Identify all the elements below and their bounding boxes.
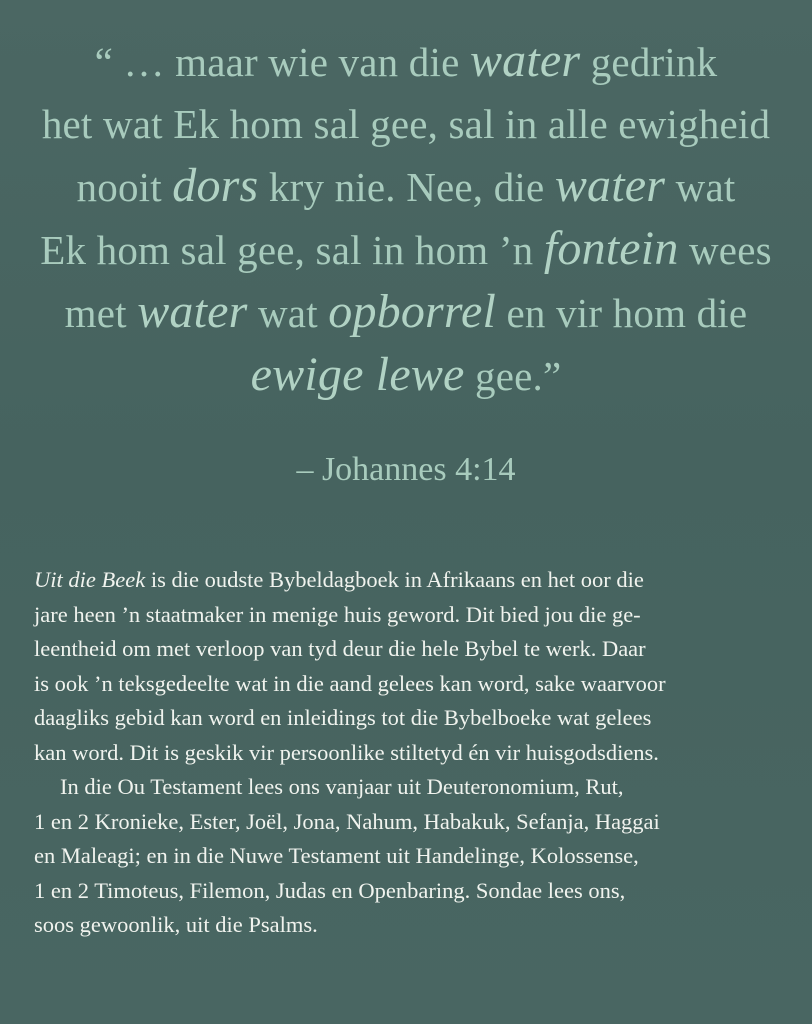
paragraph-line: In die Ou Testament lees ons vanjaar uit Deuteronomium, Rut, xyxy=(60,774,624,799)
quote-line xyxy=(0,155,812,218)
quote-text: met xyxy=(64,290,138,336)
scripture-quote xyxy=(0,30,812,407)
quote-emphasis: water xyxy=(554,159,666,212)
quote-text: wat xyxy=(665,164,736,210)
book-title: Uit die Beek xyxy=(34,567,146,592)
quote-emphasis: water xyxy=(469,34,581,87)
quote-line xyxy=(0,93,812,155)
paragraph-line: jare heen ’n staatmaker in menige huis geword. Dit bied jou die ge- xyxy=(34,601,641,627)
paragraph-line: daagliks gebid kan word en inleidings tot die Bybelboeke wat gelees xyxy=(34,705,652,730)
quote-line xyxy=(0,281,812,344)
paragraph-line: 1 en 2 Kronieke, Ester, Joël, Jona, Nahum, Habakuk, Sefanja, Haggai xyxy=(34,808,660,834)
quote-emphasis: water xyxy=(137,285,248,338)
quote-line xyxy=(0,218,812,281)
paragraph-line: soos gewoonlik, uit die Psalms. xyxy=(34,912,318,937)
quote-text: “ … maar wie van die xyxy=(94,39,470,85)
paragraph-line: kan word. Dit is geskik vir persoonlike stiltetyd én vir huisgodsdiens. xyxy=(34,739,659,765)
quote-emphasis: ewige lewe xyxy=(250,348,465,401)
quote-emphasis: fontein xyxy=(543,222,679,275)
description-text xyxy=(34,563,786,943)
quote-text: wees xyxy=(678,227,772,273)
paragraph-line: 1 en 2 Timoteus, Filemon, Judas en Openbaring. Sondae lees ons, xyxy=(34,877,626,903)
quote-text: en vir hom die xyxy=(496,290,748,336)
paragraph-line: leentheid om met verloop van tyd deur die hele Bybel te werk. Daar xyxy=(34,636,646,661)
paragraph-line xyxy=(34,563,786,598)
paragraph-line: en Maleagi; en in die Nuwe Testament uit Handelinge, Kolossense, xyxy=(34,843,639,868)
quote-emphasis: dors xyxy=(172,159,259,212)
quote-text: het wat Ek hom sal gee, sal in alle ewigheid xyxy=(41,101,771,147)
quote-line xyxy=(0,30,812,93)
quote-line xyxy=(0,344,812,407)
quote-text: wat xyxy=(247,290,329,336)
quote-text: kry nie. Nee, die xyxy=(258,164,555,210)
quote-text: gee.” xyxy=(464,353,562,399)
quote-text: nooit xyxy=(76,164,173,210)
quote-attribution: – Johannes 4:14 xyxy=(296,451,516,488)
paragraph-text: is die oudste Bybeldagboek in Afrikaans en het oor die xyxy=(145,567,644,592)
quote-text: Ek hom sal gee, sal in hom ’n xyxy=(40,227,544,273)
quote-text: gedrink xyxy=(580,39,718,85)
quote-emphasis: opborrel xyxy=(328,285,497,338)
paragraph-line: is ook ’n teksgedeelte wat in die aand gelees kan word, sake waarvoor xyxy=(34,670,666,696)
